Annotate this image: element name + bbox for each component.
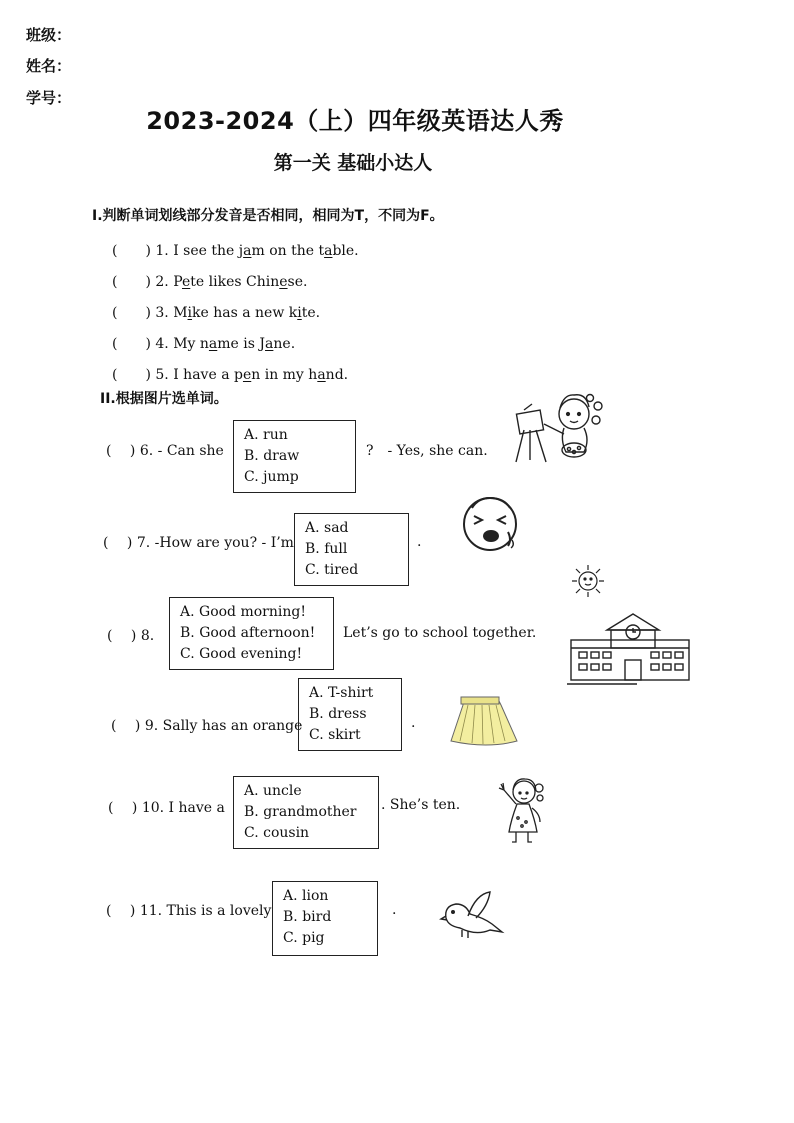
waving-girl-icon (496, 776, 550, 848)
class-label: 班级： (26, 26, 72, 44)
question-9-tail: . (411, 715, 416, 731)
option-b[interactable]: B. dress (309, 706, 367, 722)
question-2: ( ) 2. Pete likes Chinese. (112, 274, 308, 290)
page-title: 2023-2024（上）四年级英语达人秀 (146, 107, 564, 135)
bird-icon (440, 888, 506, 944)
question-8-tail: Let’s go to school together. (343, 625, 537, 641)
answer-paren[interactable]: ( ) (106, 443, 136, 459)
options-box-6 (233, 420, 356, 493)
answer-paren[interactable]: ( ) (111, 718, 141, 734)
section-2-heading: II.根据图片选单词。 (100, 391, 228, 407)
answer-paren[interactable]: ( ) (106, 903, 136, 919)
school-building-icon (567, 610, 693, 688)
name-label: 姓名： (26, 57, 72, 75)
option-a[interactable]: A. run (244, 427, 288, 443)
underlined-letter: e (242, 367, 252, 383)
option-b[interactable]: B. full (305, 541, 348, 557)
question-7: ( ) 7. -How are you? - I’m (103, 535, 294, 551)
options-box-9 (298, 678, 402, 751)
underlined-letter: a (324, 243, 333, 259)
answer-paren[interactable]: ( ) (112, 367, 151, 383)
option-b[interactable]: B. grandmother (244, 804, 357, 820)
option-c[interactable]: C. skirt (309, 727, 361, 743)
option-b[interactable]: B. draw (244, 448, 300, 464)
crying-face-icon (458, 492, 528, 558)
underlined-letter: e (279, 274, 288, 290)
question-6: ( ) 6. - Can she (106, 443, 224, 459)
sun-icon (568, 563, 608, 599)
page-subtitle: 第一关 基础小达人 (273, 152, 433, 174)
option-c[interactable]: C. jump (244, 469, 299, 485)
option-a[interactable]: A. uncle (244, 783, 302, 799)
option-a[interactable]: A. sad (305, 520, 349, 536)
question-4: ( ) 4. My name is Jane. (112, 336, 296, 352)
question-10-tail: . She’s ten. (381, 797, 461, 813)
answer-paren[interactable]: ( ) (107, 628, 137, 644)
option-a[interactable]: A. lion (283, 888, 329, 904)
question-6-tail: ? - Yes, she can. (366, 443, 488, 459)
question-9: ( ) 9. Sally has an orange (111, 718, 303, 734)
girl-painting-icon (510, 390, 610, 465)
skirt-icon (448, 695, 522, 747)
option-c[interactable]: C. cousin (244, 825, 310, 841)
option-b[interactable]: B. Good afternoon! (180, 625, 316, 641)
section-1-heading: I.判断单词划线部分发音是否相同，相同为T，不同为F。 (92, 208, 444, 224)
underlined-letter: i (297, 305, 302, 321)
question-10: ( ) 10. I have a (108, 800, 225, 816)
underlined-letter: i (187, 305, 193, 321)
underlined-letter: a (208, 336, 218, 352)
options-box-10 (233, 776, 379, 849)
answer-paren[interactable]: ( ) (112, 243, 151, 259)
options-box-8 (169, 597, 334, 670)
question-11-tail: . (392, 902, 397, 918)
answer-paren[interactable]: ( ) (112, 336, 151, 352)
question-3: ( ) 3. Mike has a new kite. (112, 305, 321, 321)
option-b[interactable]: B. bird (283, 909, 332, 925)
question-11: ( ) 11. This is a lovely (106, 903, 272, 919)
answer-paren[interactable]: ( ) (112, 305, 151, 321)
underlined-letter: a (265, 336, 274, 352)
answer-paren[interactable]: ( ) (108, 800, 138, 816)
option-a[interactable]: A. T-shirt (309, 685, 374, 701)
underlined-letter: a (243, 243, 252, 259)
option-a[interactable]: A. Good morning! (180, 604, 306, 620)
question-1: ( ) 1. I see the jam on the table. (112, 243, 359, 259)
question-5: ( ) 5. I have a pen in my hand. (112, 367, 349, 383)
option-c[interactable]: C. pig (283, 930, 325, 946)
question-7-tail: . (417, 534, 422, 550)
answer-paren[interactable]: ( ) (112, 274, 151, 290)
option-c[interactable]: C. tired (305, 562, 359, 578)
underlined-letter: a (317, 367, 326, 383)
student-id-label: 学号： (26, 89, 72, 107)
option-c[interactable]: C. Good evening! (180, 646, 303, 662)
underlined-letter: e (182, 274, 191, 290)
options-box-11 (272, 881, 378, 956)
answer-paren[interactable]: ( ) (103, 535, 133, 551)
options-box-7 (294, 513, 409, 586)
question-8: ( ) 8. (107, 628, 155, 644)
